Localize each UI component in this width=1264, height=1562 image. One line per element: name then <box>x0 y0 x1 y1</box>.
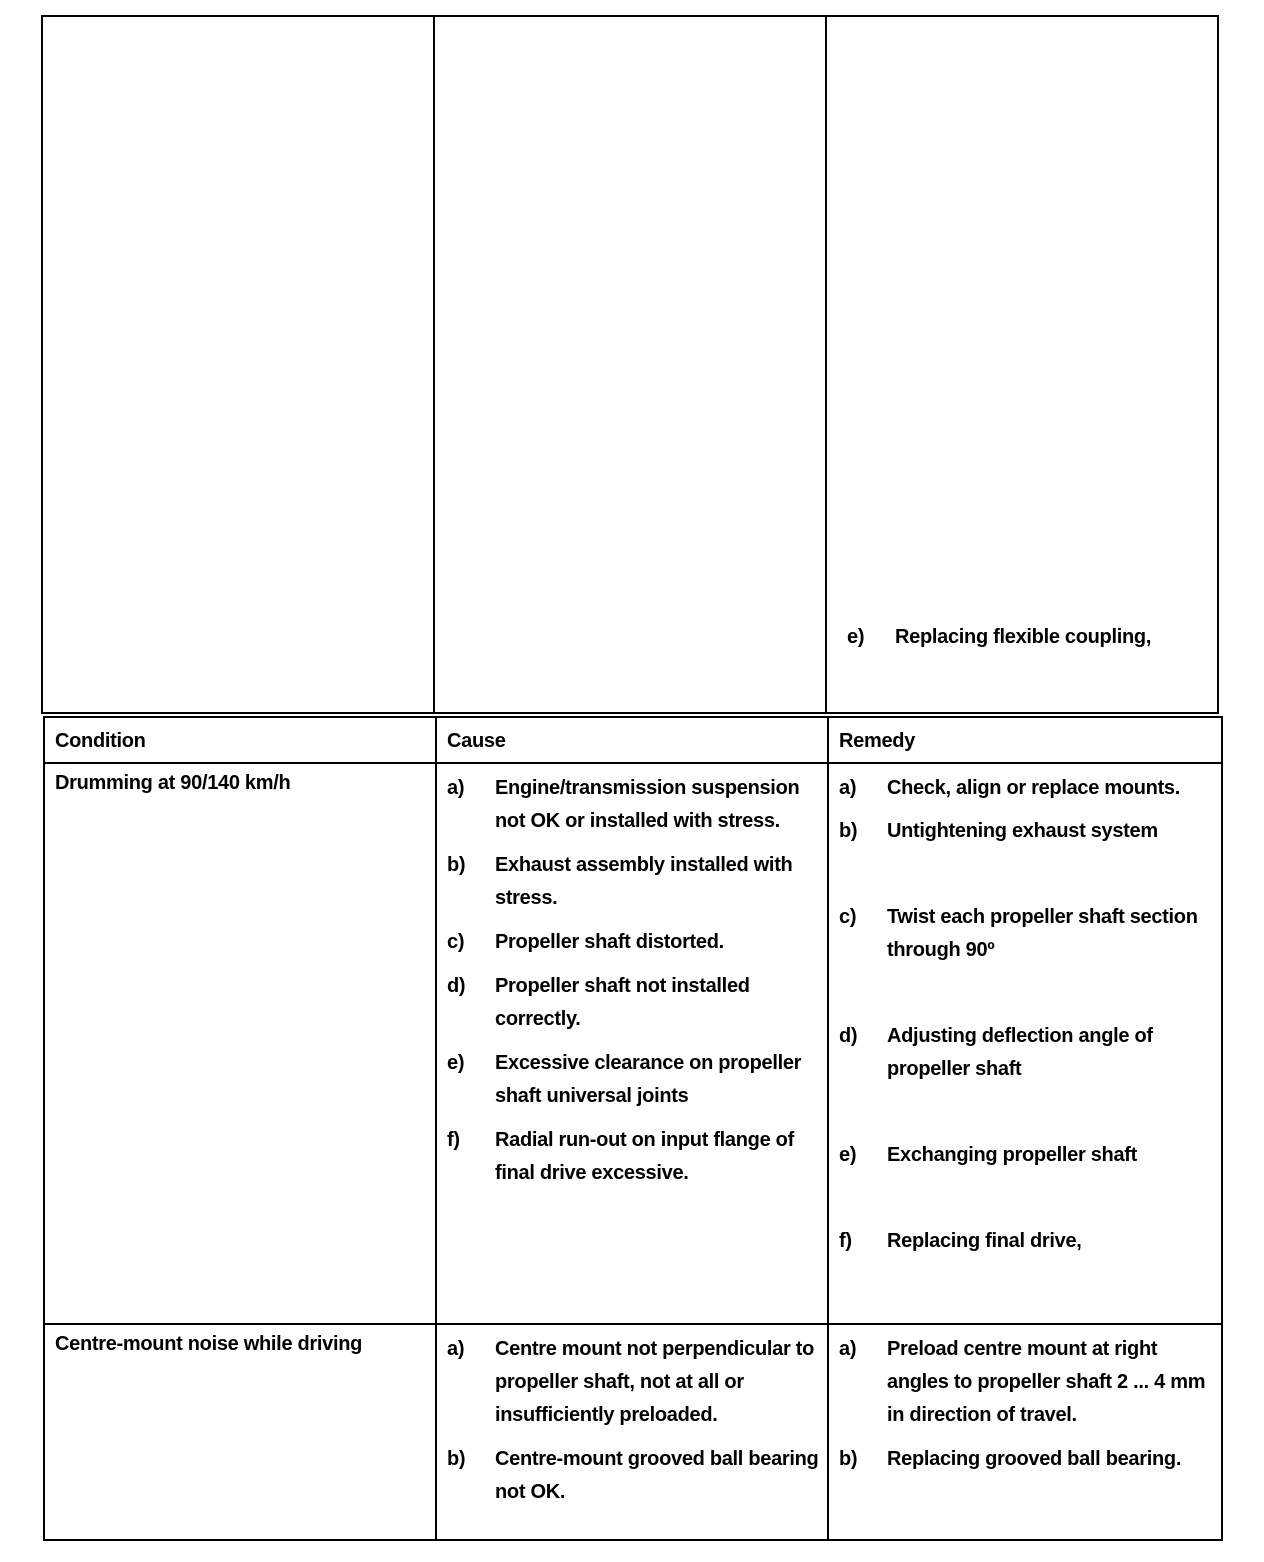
continuation-cause-cell <box>435 17 827 712</box>
item-text: Propeller shaft not installed correctly. <box>495 975 750 1030</box>
item-text: Centre-mount grooved ball bearing not OK. <box>495 1448 819 1503</box>
item-text: Untightening exhaust system <box>887 820 1158 842</box>
cause-item <box>437 849 827 915</box>
item-label: b) <box>447 854 466 876</box>
remedy-item <box>829 1139 1221 1172</box>
item-label: b) <box>839 820 858 842</box>
condition-cell <box>45 1325 437 1539</box>
item-label: a) <box>447 1338 465 1360</box>
item-label: e) <box>447 1052 465 1074</box>
condition-text: Centre-mount noise while driving <box>55 1333 363 1355</box>
item-label: c) <box>839 906 857 928</box>
cause-item <box>437 1047 827 1113</box>
item-text: Twist each propeller shaft section through 90º <box>887 906 1198 961</box>
item-text: Replacing final drive, <box>887 1230 1082 1252</box>
condition-text: Drumming at 90/140 km/h <box>55 772 291 794</box>
condition-cell <box>45 764 437 1325</box>
item-label: d) <box>839 1025 858 1047</box>
fault-table <box>43 716 1223 1541</box>
item-text: Preload centre mount at right angles to propeller shaft 2 ... 4 mm in direction of travel. <box>887 1338 1206 1426</box>
item-label: a) <box>839 1338 857 1360</box>
item-label: e) <box>847 626 865 648</box>
item-label: f) <box>839 1230 852 1252</box>
remedy-item <box>829 1333 1221 1432</box>
remedy-item <box>829 772 1221 805</box>
item-text: Engine/transmission suspension not OK or installed with stress. <box>495 777 800 832</box>
item-text: Exchanging propeller shaft <box>887 1144 1138 1166</box>
item-label: b) <box>447 1448 466 1470</box>
cause-item <box>437 926 827 959</box>
remedy-cell <box>829 1325 1221 1539</box>
item-text: Excessive clearance on propeller shaft universal joints <box>495 1052 802 1107</box>
item-label: d) <box>447 975 466 997</box>
remedy-item <box>829 1020 1221 1086</box>
remedy-item <box>829 1225 1221 1258</box>
item-text: Exhaust assembly installed with stress. <box>495 854 793 909</box>
item-text: Centre mount not perpendicular to propeller shaft, not at all or insufficiently preloaded. <box>495 1338 814 1426</box>
header-cause: Cause <box>437 718 829 764</box>
cause-item <box>437 1443 827 1509</box>
item-text: Adjusting deflection angle of propeller shaft <box>887 1025 1153 1080</box>
continuation-table <box>41 15 1219 714</box>
remedy-item <box>837 621 1261 654</box>
continuation-remedy-cell <box>827 17 1217 712</box>
item-text: Radial run-out on input flange of final drive excessive. <box>495 1129 794 1184</box>
item-label: e) <box>839 1144 857 1166</box>
item-text: Check, align or replace mounts. <box>887 777 1181 799</box>
item-text: Replacing grooved ball bearing. <box>887 1448 1182 1470</box>
cause-item <box>437 970 827 1036</box>
header-condition: Condition <box>45 718 437 764</box>
remedy-item <box>829 1443 1221 1476</box>
remedy-item <box>829 815 1221 848</box>
header-remedy: Remedy <box>829 718 1221 764</box>
cause-item <box>437 772 827 838</box>
item-text: Replacing flexible coupling, <box>895 626 1152 648</box>
remedy-cell <box>829 764 1221 1325</box>
cause-cell <box>437 1325 829 1539</box>
item-label: b) <box>839 1448 858 1470</box>
item-label: f) <box>447 1129 460 1151</box>
item-label: a) <box>839 777 857 799</box>
item-label: a) <box>447 777 465 799</box>
item-text: Propeller shaft distorted. <box>495 931 724 953</box>
cause-cell <box>437 764 829 1325</box>
item-label: c) <box>447 931 465 953</box>
cause-item <box>437 1333 827 1432</box>
cause-item <box>437 1124 827 1190</box>
remedy-item <box>829 901 1221 967</box>
continuation-condition-cell <box>43 17 435 712</box>
